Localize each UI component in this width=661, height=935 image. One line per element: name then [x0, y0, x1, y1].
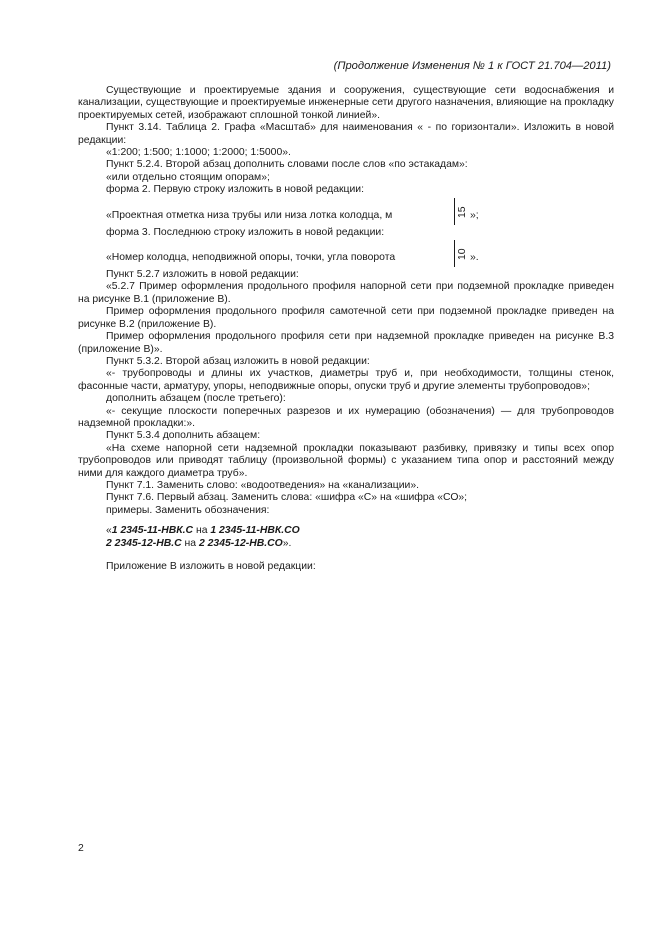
replacement-line-1: «1 2345-11-НВК.С на 1 2345-11-НВК.СО [106, 525, 300, 537]
paragraph: Пункт 3.14. Таблица 2. Графа «Масштаб» для наименования « - по горизонтали». Изложить в новой редакции: [78, 122, 614, 146]
paragraph: форма 3. Последнюю строку изложить в новой редакции: [106, 226, 385, 238]
vertical-rule [454, 198, 455, 225]
form3-end: ». [470, 252, 479, 264]
paragraph: «1:200; 1:500; 1:1000; 1:2000; 1:5000». [106, 147, 291, 159]
form3-rotated-number: 10 [457, 248, 468, 261]
document-body [78, 85, 614, 573]
paragraph: Пункт 7.1. Заменить слово: «водоотведения» на «канализации». [106, 479, 420, 491]
paragraph: «- трубопроводы и длины их участков, диаметры труб и, при необходимости, толщины стенок, фасонные части, арматуру, упоры, неподвижные опоры, опуски труб и другие элементы трубопроводов»; [78, 368, 614, 392]
form2-line [78, 197, 614, 227]
paragraph: Пункт 5.2.7 изложить в новой редакции: [106, 269, 299, 281]
paragraph: «5.2.7 Пример оформления продольного профиля напорной сети при подземной прокладке приведен на рисунке В.1 (приложение В). [78, 281, 614, 305]
spacer [78, 550, 614, 561]
paragraph: Пункт 7.6. Первый абзац. Заменить слова: «шифра «С» на «шифра «СО»; [106, 492, 468, 504]
paragraph: Пример оформления продольного профиля самотечной сети при подземной прокладке приведен на рисунке В.2 (приложение В). [78, 306, 614, 330]
form3-line [78, 239, 614, 269]
form3-text: «Номер колодца, неподвижной опоры, точки, угла поворота [106, 252, 396, 264]
page-number: 2 [78, 843, 84, 854]
paragraph: форма 2. Первую строку изложить в новой редакции: [106, 184, 364, 196]
paragraph: Пункт 5.3.2. Второй абзац изложить в новой редакции: [106, 355, 370, 367]
paragraph: «- секущие плоскости поперечных разрезов и их нумерацию (обозначения) — для трубопроводов надземной прокладки:». [78, 405, 614, 429]
running-header: (Продолжение Изменения № 1 к ГОСТ 21.704—2011) [333, 60, 611, 72]
paragraph: «или отдельно стоящим опорам»; [106, 171, 270, 183]
form2-rotated-number: 15 [457, 206, 468, 218]
paragraph: Существующие и проектируемые здания и сооружения, существующие сети водоснабжения и канализации, существующие и проектируемые инженерные сети другого назначения, влияющие на прокладку проектируемых сетей, изображают сплошной тонкой линией». [78, 85, 614, 121]
paragraph: Пункт 5.2.4. Второй абзац дополнить словами после слов «по эстакадам»: [106, 159, 468, 171]
paragraph: дополнить абзацем (после третьего): [106, 393, 286, 405]
form2-end: »; [470, 209, 479, 221]
paragraph: Приложение В изложить в новой редакции: [106, 561, 316, 572]
paragraph: примеры. Заменить обозначения: [106, 504, 270, 516]
paragraph: Пункт 5.3.4 дополнить абзацем: [106, 430, 261, 442]
paragraph: Пример оформления продольного профиля сети при надземной прокладке приведен на рисунке В.3 (приложение В)». [78, 331, 614, 355]
replacement-line-2: 2 2345-12-НВ.С на 2 2345-12-НВ.СО». [106, 537, 292, 549]
spacer [78, 517, 614, 525]
paragraph: «На схеме напорной сети надземной прокладки показывают разбивку, привязку и типы всех опор трубопроводов или приводят таблицу (произвольной формы) с указанием типа опор и расстояний между ними для каждого диаметра труб». [78, 442, 614, 479]
vertical-rule [454, 240, 455, 267]
form2-text: «Проектная отметка низа трубы или низа лотка колодца, м [106, 209, 393, 221]
